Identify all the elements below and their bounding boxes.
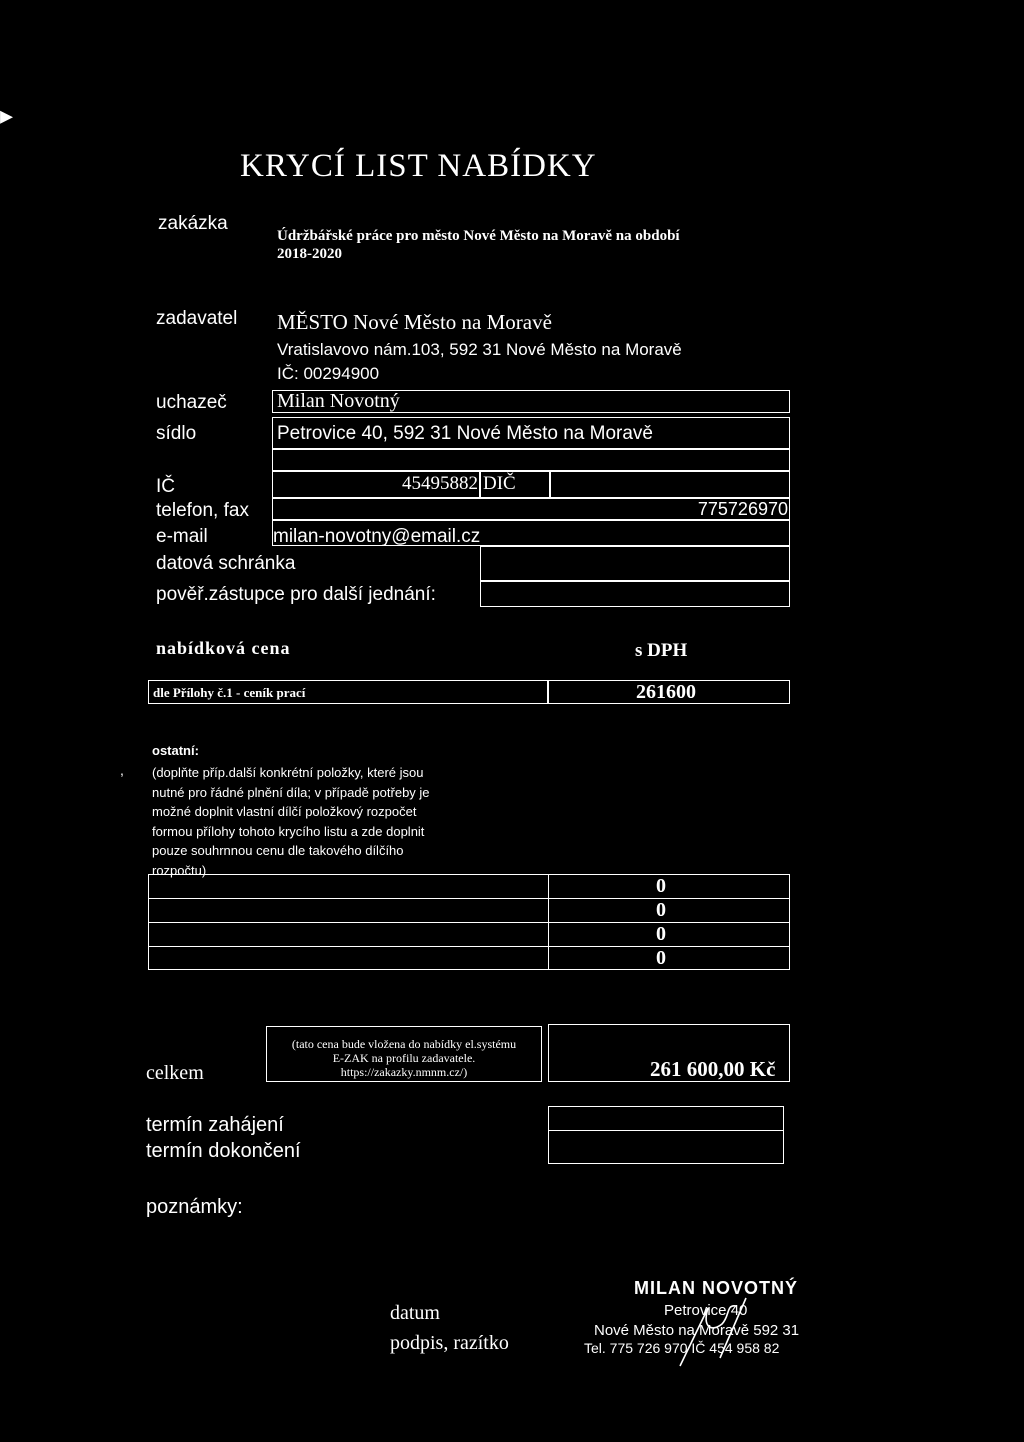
email-value: milan-novotny@email.cz [273, 526, 481, 547]
zahajeni-label: termín zahájení [146, 1114, 284, 1136]
phone-label: telefon, fax [156, 500, 249, 521]
signature [650, 1288, 800, 1368]
ostatni-bullet: , [120, 762, 124, 778]
stamp-city: Nové Město na Moravě 592 31 [594, 1322, 800, 1339]
stamp-street: Petrovice 40 [664, 1302, 748, 1319]
terminy-field[interactable] [548, 1106, 784, 1164]
uchazec-label: uchazeč [156, 392, 227, 413]
celkem-note-line: https://zakazky.nmnm.cz/) [340, 1065, 468, 1079]
ostatni-row-value[interactable]: 0 [656, 875, 666, 897]
ostatni-row-divider [148, 898, 790, 899]
ostatni-row-divider [148, 922, 790, 923]
dph-label: s DPH [635, 640, 688, 661]
page-title: KRYCÍ LIST NABÍDKY [240, 148, 597, 184]
celkem-value: 261 600,00 Kč [650, 1057, 776, 1081]
stamp-name: MILAN NOVOTNÝ [634, 1278, 798, 1298]
zakazka-label: zakázka [158, 213, 228, 234]
ostatni-note-line: nutné pro řádné plnění díla; v případě potřeby je [152, 784, 430, 800]
poznamky-label: poznámky: [146, 1196, 243, 1218]
uchazec-name: Milan Novotný [277, 390, 400, 412]
ostatni-row-value[interactable]: 0 [656, 947, 666, 969]
stamp-contact: Tel. 775 726 970 IČ 454 958 82 [584, 1340, 780, 1356]
celkem-label: celkem [146, 1062, 204, 1084]
blank-row [272, 449, 790, 471]
terminy-divider [548, 1130, 784, 1131]
ostatni-label: ostatní: [152, 743, 199, 758]
celkem-note-line: (tato cena bude vložena do nabídky el.systému [291, 1037, 517, 1051]
corner-mark: ▸ [0, 100, 14, 130]
zadavatel-label: zadavatel [156, 308, 238, 329]
datum-label: datum [390, 1302, 440, 1324]
ostatni-note-line: (doplňte příp.další konkrétní položky, které jsou [152, 765, 424, 780]
ic-value: 45495882 [402, 473, 478, 494]
ds-field[interactable] [480, 546, 790, 581]
podpis-label: podpis, razítko [390, 1332, 509, 1354]
ostatni-row-value[interactable]: 0 [656, 923, 666, 945]
ostatni-note [152, 763, 430, 881]
zastupce-field[interactable] [480, 581, 790, 607]
celkem-note [266, 1037, 542, 1079]
ostatni-note-line: formou přílohy tohoto krycího listu a zde doplnit [152, 823, 425, 839]
cena-value: 261600 [636, 681, 696, 703]
ic-label: IČ [156, 476, 175, 497]
ostatni-col-divider [548, 874, 549, 970]
ostatni-note-line: možné doplnit vlastní dílčí položkový rozpočet [152, 804, 417, 820]
zadavatel-address: Vratislavovo nám.103, 592 31 Nové Město na Moravě [277, 340, 682, 359]
celkem-note-line: E-ZAK na profilu zadavatele. [332, 1051, 476, 1065]
sidlo-label: sídlo [156, 423, 197, 444]
zakazka-line2: 2018-2020 [277, 246, 342, 262]
phone-value: 775726970 [697, 499, 788, 519]
ostatni-row-value[interactable]: 0 [656, 899, 666, 921]
zastupce-label: pověř.zástupce pro další jednání: [156, 584, 436, 605]
zadavatel-name: MĚSTO Nové Město na Moravě [277, 310, 552, 334]
cena-label: nabídková cena [156, 638, 291, 658]
dic-field[interactable] [550, 471, 790, 498]
dic-label: DIČ [483, 473, 516, 494]
ostatni-note-line: rozpočtu) [152, 862, 207, 878]
cena-row-label: dle Přílohy č.1 - ceník prací [153, 685, 306, 700]
zadavatel-ic: IČ: 00294900 [277, 364, 380, 383]
email-label: e-mail [156, 526, 208, 547]
dokonceni-label: termín dokončení [146, 1140, 301, 1162]
sidlo-value: Petrovice 40, 592 31 Nové Město na Moravě [277, 423, 653, 444]
ds-label: datová schránka [156, 553, 296, 574]
zakazka-line1: Údržbářské práce pro město Nové Město na Moravě na období [277, 228, 680, 244]
ostatni-note-line: pouze souhrnnou cenu dle takového dílčího [152, 843, 404, 859]
ostatni-row-divider [148, 946, 790, 947]
